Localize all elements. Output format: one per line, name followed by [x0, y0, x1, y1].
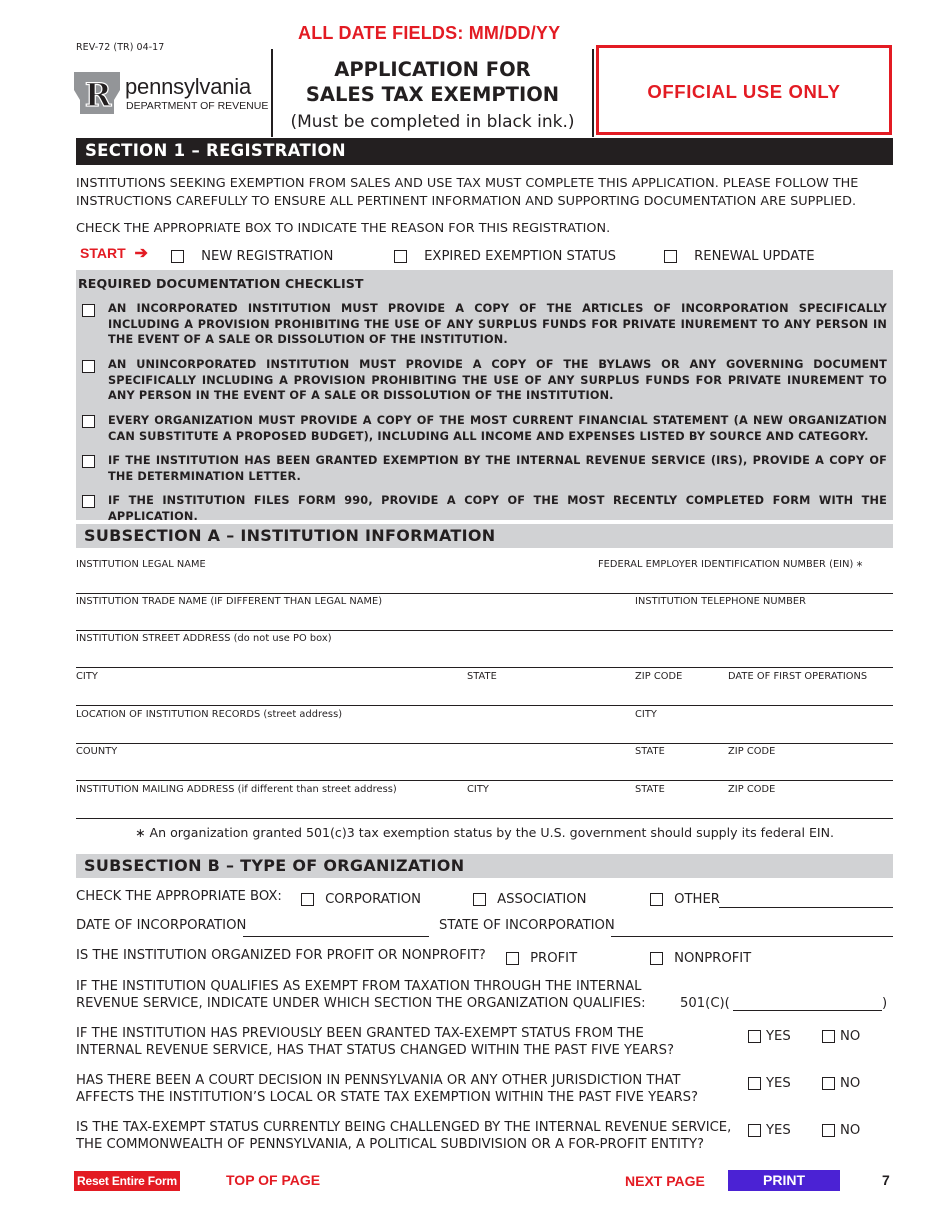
- q3-no-label: NO: [840, 1123, 861, 1138]
- checkbox-q3-yes[interactable]: [748, 1124, 761, 1137]
- mailing-address-label: INSTITUTION MAILING ADDRESS (if different than street address): [76, 784, 397, 795]
- county-zip-label: ZIP CODE: [728, 746, 776, 757]
- org-type-prompt: CHECK THE APPROPRIATE BOX:: [76, 889, 282, 904]
- county-state-label: STATE: [635, 746, 665, 757]
- telephone-label: INSTITUTION TELEPHONE NUMBER: [635, 596, 807, 607]
- official-use-label: OFFICIAL USE ONLY: [647, 81, 841, 102]
- question-1-line-1: IF THE INSTITUTION HAS PREVIOUSLY BEEN GRANTED TAX-EXEMPT STATUS FROM THE: [76, 1026, 644, 1041]
- row1-line: [76, 593, 893, 594]
- state-incorporation-input[interactable]: [611, 936, 893, 937]
- corporation-label: CORPORATION: [325, 892, 421, 907]
- reason-renewal-label: RENEWAL UPDATE: [694, 249, 815, 264]
- ein-footnote: ∗ An organization granted 501(c)3 tax exemption status by the U.S. government should supply its federal EIN.: [134, 825, 835, 840]
- checklist-title: REQUIRED DOCUMENTATION CHECKLIST: [78, 276, 364, 291]
- mailing-city-label: CITY: [467, 784, 489, 795]
- row5-line: [76, 743, 893, 744]
- q1-yes[interactable]: [748, 1026, 791, 1045]
- reason-renewal-update[interactable]: [664, 246, 815, 265]
- ein-label-text: FEDERAL EMPLOYER IDENTIFICATION NUMBER (EIN): [598, 559, 854, 570]
- checklist-checkbox-3[interactable]: [82, 415, 95, 428]
- agency-name: pennsylvania: [125, 74, 252, 99]
- records-city-label: CITY: [635, 709, 657, 720]
- section-501c-suffix: ): [882, 996, 888, 1011]
- checkbox-q1-no[interactable]: [822, 1030, 835, 1043]
- section-501c-prefix: 501(C)(: [680, 996, 730, 1011]
- title-line-2: SALES TAX EXEMPTION: [305, 83, 560, 106]
- q1-no[interactable]: [822, 1026, 860, 1045]
- checkbox-new-registration[interactable]: [171, 250, 184, 263]
- row7-line: [76, 818, 893, 819]
- mailing-address-input[interactable]: [76, 801, 893, 817]
- question-3-line-1: IS THE TAX-EXEMPT STATUS CURRENTLY BEING CHALLENGED BY THE INTERNAL REVENUE SERVICE,: [76, 1120, 732, 1135]
- state-incorporation-label: STATE OF INCORPORATION: [439, 918, 615, 933]
- first-operations-label: DATE OF FIRST OPERATIONS: [728, 671, 868, 682]
- checkbox-renewal-update[interactable]: [664, 250, 677, 263]
- ein-label: [598, 559, 863, 573]
- start-arrow-icon: ➔: [134, 245, 148, 262]
- title-line-1: APPLICATION FOR: [334, 58, 531, 81]
- start-text: START: [80, 245, 126, 261]
- profit-question: IS THE INSTITUTION ORGANIZED FOR PROFIT OR NONPROFIT?: [76, 948, 486, 963]
- ein-asterisk: *: [856, 559, 863, 573]
- checkbox-association[interactable]: [473, 893, 486, 906]
- type-other[interactable]: [650, 889, 720, 908]
- nonprofit-label: NONPROFIT: [674, 951, 752, 966]
- city-state-zip-input[interactable]: [76, 688, 893, 704]
- q1-no-label: NO: [840, 1029, 861, 1044]
- checklist-item-4: IF THE INSTITUTION HAS BEEN GRANTED EXEMPTION BY THE INTERNAL REVENUE SERVICE (IRS), PROVIDE A COPY OF THE DETERMINATION LETTER.: [108, 454, 887, 483]
- date-incorporation-input[interactable]: [243, 936, 429, 937]
- question-2-line-1: HAS THERE BEEN A COURT DECISION IN PENNSYLVANIA OR ANY OTHER JURISDICTION THAT: [76, 1073, 681, 1088]
- q3-no[interactable]: [822, 1120, 860, 1139]
- form-title: [273, 57, 592, 107]
- q3-yes-label: YES: [766, 1123, 791, 1138]
- checklist-item-5: IF THE INSTITUTION FILES FORM 990, PROVIDE A COPY OF THE MOST RECENTLY COMPLETED FORM WITH THE APPLICATION.: [108, 494, 887, 523]
- checkbox-profit[interactable]: [506, 952, 519, 965]
- exempt-section-question: [76, 978, 646, 1012]
- street-address-input[interactable]: [76, 650, 893, 666]
- reason-new-registration[interactable]: [171, 246, 333, 265]
- checklist-item-3: EVERY ORGANIZATION MUST PROVIDE A COPY OF THE MOST CURRENT FINANCIAL STATEMENT (A NEW ORGANIZATION CAN SUBSTITUTE A PROPOSED BUDGET), INCLUDING ALL INCOME AND EXPENSES LISTED BY SOURCE AND CATEGORY.: [108, 414, 887, 443]
- reason-expired-label: EXPIRED EXEMPTION STATUS: [424, 249, 617, 264]
- ink-note: (Must be completed in black ink.): [290, 112, 575, 132]
- section1-intro: INSTITUTIONS SEEKING EXEMPTION FROM SALES AND USE TAX MUST COMPLETE THIS APPLICATION. PLEASE FOLLOW THE INSTRUCTIONS CAREFULLY TO ENSURE ALL PERTINENT INFORMATION AND SUPPORTING DOCUMENTATION ARE SUPPLIED.: [76, 176, 859, 209]
- checklist-checkbox-4[interactable]: [82, 455, 95, 468]
- county-input[interactable]: [76, 763, 893, 779]
- subsection-b-header: [76, 854, 893, 878]
- state-label: STATE: [467, 671, 497, 682]
- exempt-question-line-1: IF THE INSTITUTION QUALIFIES AS EXEMPT FROM TAXATION THROUGH THE INTERNAL: [76, 979, 642, 994]
- agency-department: DEPARTMENT OF REVENUE: [126, 100, 269, 112]
- row4-line: [76, 705, 893, 706]
- row2-line: [76, 630, 893, 631]
- profit-label: PROFIT: [530, 951, 578, 966]
- logo-letter: R: [84, 76, 112, 114]
- date-format-notice: ALL DATE FIELDS: MM/DD/YY: [298, 23, 561, 43]
- top-of-page-link[interactable]: TOP OF PAGE: [226, 1172, 321, 1188]
- q2-no[interactable]: [822, 1073, 860, 1092]
- documentation-checklist: [76, 270, 893, 523]
- section1-header: [76, 138, 893, 165]
- question-3-line-2: THE COMMONWEALTH OF PENNSYLVANIA, A POLITICAL SUBDIVISION OR A FOR-PROFIT ENTITY?: [76, 1137, 705, 1152]
- q2-yes[interactable]: [748, 1073, 791, 1092]
- type-association[interactable]: [473, 889, 587, 908]
- checkbox-corporation[interactable]: [301, 893, 314, 906]
- official-use-box: [596, 45, 892, 135]
- header-divider-right: [592, 49, 594, 137]
- legal-name-label: INSTITUTION LEGAL NAME: [76, 559, 206, 570]
- zip-label: ZIP CODE: [635, 671, 683, 682]
- subsection-a-title: SUBSECTION A – INSTITUTION INFORMATION: [84, 526, 496, 545]
- start-label: [80, 243, 148, 263]
- checklist-item-1: AN INCORPORATED INSTITUTION MUST PROVIDE A COPY OF THE ARTICLES OF INCORPORATION SPECIFICALLY INCLUDING A PROVISION PROHIBITING THE USE OF ANY SURPLUS FUNDS FOR PRIVATE INUREMENT TO ANY PERSON IN THE EVENT OF A SALE OR DISSOLUTION OF THE INSTITUTION.: [108, 302, 887, 346]
- mailing-zip-label: ZIP CODE: [728, 784, 776, 795]
- subsection-a-header: [76, 524, 893, 548]
- option-nonprofit[interactable]: [650, 948, 751, 967]
- section1-title: SECTION 1 – REGISTRATION: [85, 141, 346, 160]
- q2-no-label: NO: [840, 1076, 861, 1091]
- status-challenged-question: [76, 1119, 731, 1153]
- section-501c-input[interactable]: [733, 1010, 882, 1011]
- checkbox-q2-no[interactable]: [822, 1077, 835, 1090]
- checklist-item-2: AN UNINCORPORATED INSTITUTION MUST PROVIDE A COPY OF THE BYLAWS OR ANY GOVERNING DOCUMENT SPECIFICALLY INCLUDING A PROVISION PROHIBITING THE USE OF ANY SURPLUS FUNDS FOR PRIVATE INUREMENT TO ANY PERSON IN THE EVENT OF A SALE OR DISSOLUTION OF THE INSTITUTION.: [108, 358, 887, 402]
- association-label: ASSOCIATION: [497, 892, 587, 907]
- form-code: REV-72 (TR) 04-17: [76, 42, 165, 53]
- checkbox-q1-yes[interactable]: [748, 1030, 761, 1043]
- mailing-state-label: STATE: [635, 784, 665, 795]
- county-label: COUNTY: [76, 746, 118, 757]
- reset-form-button[interactable]: Reset Entire Form: [74, 1171, 180, 1191]
- city-label: CITY: [76, 671, 98, 682]
- status-changed-question: [76, 1025, 674, 1059]
- legal-name-input[interactable]: [76, 576, 893, 592]
- type-corporation[interactable]: [301, 889, 421, 908]
- checkbox-q2-yes[interactable]: [748, 1077, 761, 1090]
- checklist-checkbox-1[interactable]: [82, 304, 95, 317]
- reason-expired-status[interactable]: [394, 246, 616, 265]
- q2-yes-label: YES: [766, 1076, 791, 1091]
- q1-yes-label: YES: [766, 1029, 791, 1044]
- row3-line: [76, 667, 893, 668]
- trade-name-input[interactable]: [76, 613, 893, 629]
- date-incorporation-label: DATE OF INCORPORATION: [76, 918, 247, 933]
- reason-new-label: NEW REGISTRATION: [201, 249, 334, 264]
- row6-line: [76, 780, 893, 781]
- other-input-line[interactable]: [719, 907, 893, 908]
- question-1-line-2: INTERNAL REVENUE SERVICE, HAS THAT STATUS CHANGED WITHIN THE PAST FIVE YEARS?: [76, 1043, 674, 1058]
- records-location-input[interactable]: [76, 725, 893, 741]
- q3-yes[interactable]: [748, 1120, 791, 1139]
- checkbox-q3-no[interactable]: [822, 1124, 835, 1137]
- checklist-checkbox-5[interactable]: [82, 495, 95, 508]
- option-profit[interactable]: [506, 948, 577, 967]
- page-number: 7: [882, 1172, 890, 1188]
- exempt-question-line-2: REVENUE SERVICE, INDICATE UNDER WHICH SECTION THE ORGANIZATION QUALIFIES:: [76, 996, 646, 1011]
- other-label: OTHER: [674, 892, 720, 907]
- records-location-label: LOCATION OF INSTITUTION RECORDS (street address): [76, 709, 343, 720]
- question-2-line-2: AFFECTS THE INSTITUTION’S LOCAL OR STATE TAX EXEMPTION WITHIN THE PAST FIVE YEARS?: [76, 1090, 699, 1105]
- checkbox-nonprofit[interactable]: [650, 952, 663, 965]
- trade-name-label: INSTITUTION TRADE NAME (IF DIFFERENT THAN LEGAL NAME): [76, 596, 383, 607]
- print-button[interactable]: PRINT: [728, 1170, 840, 1191]
- checkbox-other[interactable]: [650, 893, 663, 906]
- subsection-b-title: SUBSECTION B – TYPE OF ORGANIZATION: [84, 856, 465, 875]
- court-decision-question: [76, 1072, 698, 1106]
- street-address-label: INSTITUTION STREET ADDRESS (do not use PO box): [76, 633, 332, 644]
- checklist-checkbox-2[interactable]: [82, 360, 95, 373]
- checkbox-expired-status[interactable]: [394, 250, 407, 263]
- pa-keystone-logo: [72, 70, 122, 116]
- next-page-link[interactable]: NEXT PAGE: [625, 1173, 705, 1189]
- reason-prompt: CHECK THE APPROPRIATE BOX TO INDICATE THE REASON FOR THIS REGISTRATION.: [76, 221, 611, 236]
